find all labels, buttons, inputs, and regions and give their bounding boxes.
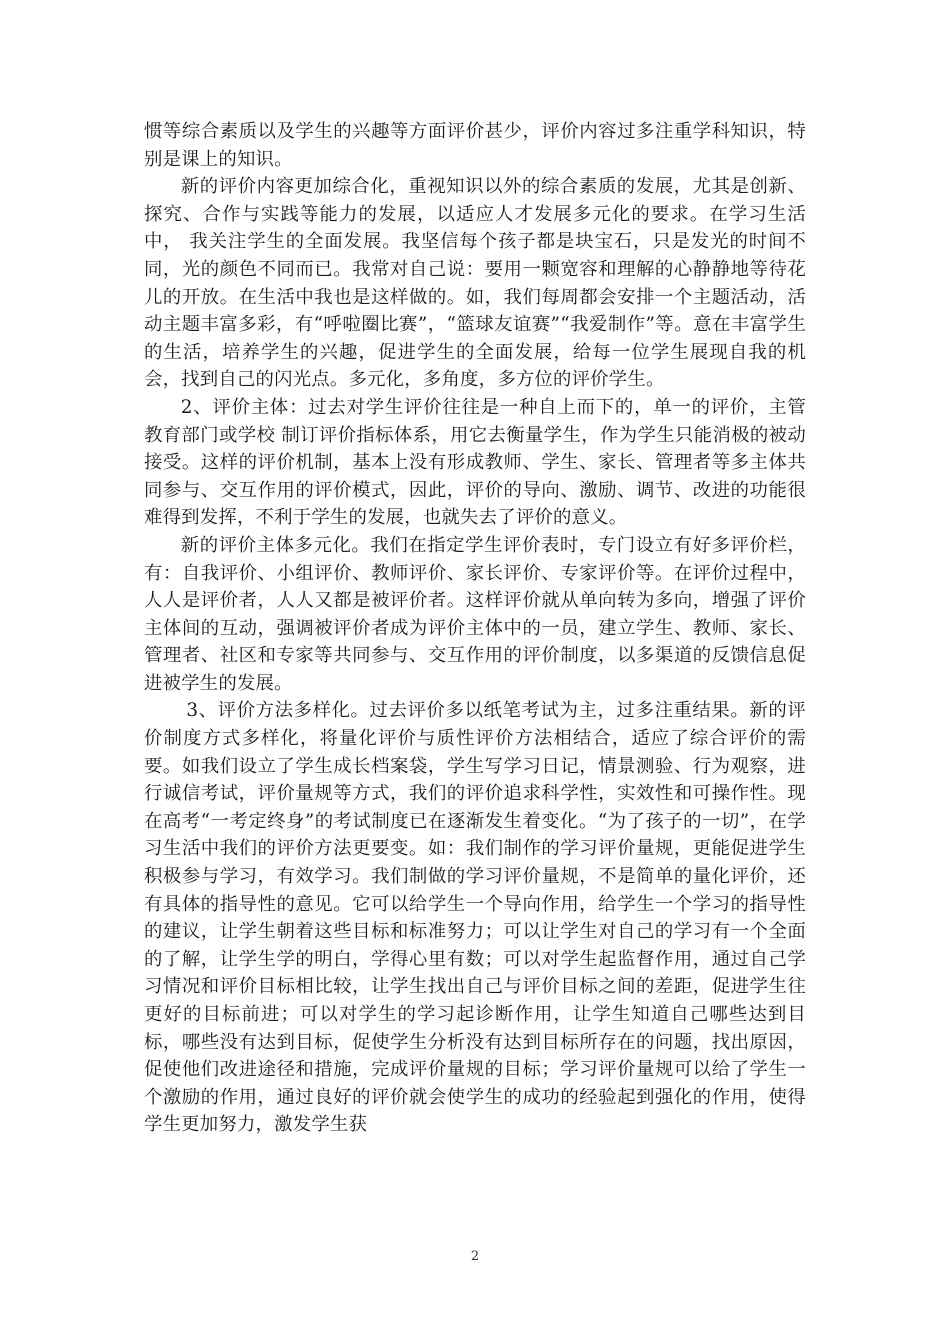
- paragraph-evaluation-content: 新的评价内容更加综合化，重视知识以外的综合素质的发展，尤其是创新、探究、合作与实践等能力的发展，以适应人才发展多元化的要求。在学习生活中， 我关注学生的全面发展。我坚信每个孩子都是块宝石，只是发光的时间不同，光的颜色不同而已。我常对自己说：要用一颗宽容和理解的心静静地等待花儿的开放。在生活中我也是这样做的。如，我们每周都会安排一个主题活动，活动主题丰富多彩，有“呼啦圈比赛”，“篮球友谊赛”“我爱制作”等。意在丰富学生的生活，培养学生的兴趣，促进学生的全面发展，给每一位学生展现自我的机会，找到自己的闪光点。多元化，多角度，多方位的评价学生。: [144, 176, 806, 391]
- document-body: [144, 118, 806, 1139]
- paragraph-continuation: 惯等综合素质以及学生的兴趣等方面评价甚少，评价内容过多注重学科知识，特别是课上的知识。: [144, 121, 806, 170]
- paragraph-evaluation-subject-diversified: 新的评价主体多元化。我们在指定学生评价表时，专门设立有好多评价栏，有：自我评价、小组评价、教师评价、家长评价、专家评价等。在评价过程中，人人是评价者，人人又都是被评价者。这样评价就从单向转为多向，增强了评价主体间的互动，强调被评价者成为评价主体中的一员，建立学生、教师、家长、管理者、社区和专家等共同参与、交互作用的评价制度，以多渠道的反馈信息促进被学生的发展。: [144, 534, 806, 694]
- paragraph-evaluation-methods: 3、评价方法多样化。过去评价多以纸笔考试为主，过多注重结果。新的评价制度方式多样化，将量化评价与质性评价方法相结合，适应了综合评价的需要。如我们设立了学生成长档案袋，学生写学习日记，情景测验、行为观察，进行诚信考试，评价量规等方式，我们的评价追求科学性，实效性和可操作性。现在高考“一考定终身”的考试制度已在逐渐发生着变化。“为了孩子的一切”，在学习生活中我们的评价方法更要变。如：我们制作的学习评价量规，更能促进学生积极参与学习，有效学习。我们制做的学习评价量规，不是简单的量化评价，还有具体的指导性的意见。它可以给学生一个导向作用，给学生一个学习的指导性的建议，让学生朝着这些目标和标准努力；可以让学生对自己的学习有一个全面的了解，让学生学的明白，学得心里有数；可以对学生起监督作用，通过自己学习情况和评价目标相比较，让学生找出自己与评价目标之间的差距，促进学生往更好的目标前进；可以对学生的学习起诊断作用，让学生知道自己哪些达到目标，哪些没有达到目标，促使学生分析没有达到目标所存在的问题，找出原因，促使他们改进途径和措施，完成评价量规的目标；学习评价量规可以给了学生一个激励的作用，通过良好的评价就会使学生的成功的经验起到强化的作用，使得学生更加努力，激发学生获: [144, 700, 806, 1136]
- page-number: 2: [470, 1249, 480, 1264]
- paragraph-evaluation-subject: 2、评价主体：过去对学生评价往往是一种自上而下的，单一的评价，主管教育部门或学校 制订评价指标体系，用它去衡量学生，作为学生只能消极的被动接受。这样的评价机制，基本上没有形成教师、学生、家长、管理者等多主体共同参与、交互作用的评价模式，因此，评价的导向、激励、调节、改进的功能很难得到发挥，不利于学生的发展，也就失去了评价的意义。: [144, 396, 806, 529]
